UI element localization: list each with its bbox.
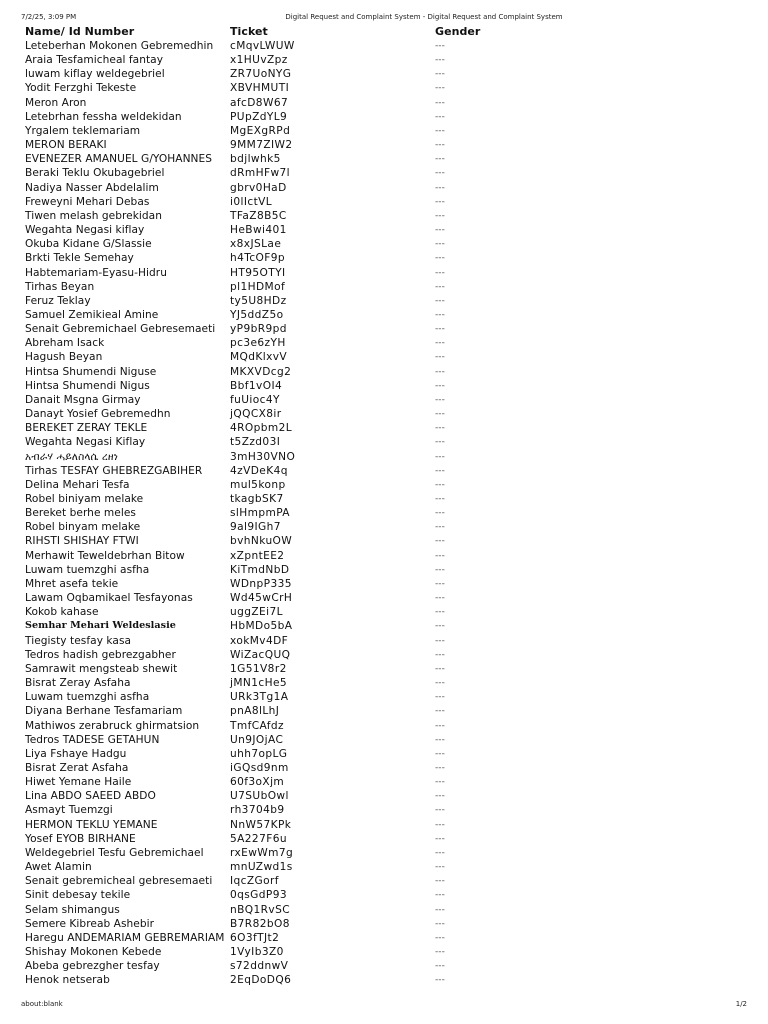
ticket-cell: WiZacQUQ bbox=[230, 648, 291, 661]
table-row bbox=[21, 110, 465, 124]
table-row bbox=[21, 450, 465, 464]
gender-cell: --- bbox=[435, 309, 445, 320]
name-cell: Semere Kibreab Ashebir bbox=[25, 917, 155, 930]
gender-cell: --- bbox=[435, 932, 445, 943]
table-row bbox=[21, 563, 465, 577]
ticket-cell: x8xJSLae bbox=[230, 238, 282, 251]
gender-cell: --- bbox=[435, 97, 445, 108]
gender-cell: --- bbox=[435, 366, 445, 377]
gender-cell: --- bbox=[435, 182, 445, 193]
table-row bbox=[21, 308, 465, 322]
gender-cell: --- bbox=[435, 890, 445, 901]
table-row bbox=[21, 280, 465, 294]
name-cell: Robel binyam melake bbox=[25, 521, 141, 534]
name-cell: Freweyni Mehari Debas bbox=[25, 195, 150, 208]
table-row bbox=[21, 96, 465, 110]
gender-cell: --- bbox=[435, 409, 445, 420]
name-cell: Bisrat Zerat Asfaha bbox=[25, 761, 129, 774]
column-header-ticket: Ticket bbox=[230, 25, 268, 38]
table-row bbox=[21, 704, 465, 718]
name-cell: Weldegebriel Tesfu Gebremichael bbox=[25, 846, 204, 859]
ticket-cell: 1G51V8r2 bbox=[230, 662, 287, 675]
name-cell: Robel biniyam melake bbox=[25, 493, 144, 505]
ticket-cell: MQdKlxvV bbox=[230, 351, 288, 364]
ticket-cell: B7R82bO8 bbox=[230, 917, 290, 930]
ticket-cell: HbMDo5bA bbox=[230, 620, 293, 633]
gender-cell: --- bbox=[435, 833, 445, 844]
ticket-cell: Wd45wCrH bbox=[230, 592, 293, 605]
ticket-cell: bdjlwhk5 bbox=[230, 153, 281, 166]
gender-cell: --- bbox=[435, 465, 445, 476]
gender-cell: --- bbox=[435, 961, 445, 972]
table-row bbox=[21, 619, 465, 633]
table-row bbox=[21, 464, 465, 478]
name-cell: Samuel Zemikieal Amine bbox=[25, 308, 159, 321]
name-cell: Hintsa Shumendi Niguse bbox=[25, 365, 157, 378]
gender-cell: --- bbox=[435, 281, 445, 292]
name-cell: Luwam tuemzghi asfha bbox=[25, 691, 150, 704]
gender-cell: --- bbox=[435, 41, 445, 51]
name-cell: Yrgalem teklemariam bbox=[25, 124, 141, 137]
table-row bbox=[21, 549, 465, 563]
print-footer bbox=[21, 998, 747, 1010]
gender-cell: --- bbox=[435, 593, 445, 604]
table-row bbox=[21, 251, 465, 265]
table-row bbox=[21, 223, 465, 237]
gender-cell: --- bbox=[435, 791, 445, 802]
gender-cell: --- bbox=[435, 819, 445, 830]
table-row bbox=[21, 662, 465, 676]
gender-cell: --- bbox=[435, 663, 445, 674]
table-row bbox=[21, 648, 465, 662]
table-row bbox=[21, 676, 465, 690]
ticket-cell: i0lIctVL bbox=[230, 195, 273, 208]
ticket-cell: xokMv4DF bbox=[230, 634, 289, 647]
name-cell: Nadiya Nasser Abdelalim bbox=[25, 181, 159, 194]
name-cell: Mhret asefa tekie bbox=[25, 577, 119, 590]
name-cell: Wegahta Negasi kiflay bbox=[25, 224, 145, 237]
table-row bbox=[21, 761, 465, 775]
gender-cell: --- bbox=[435, 947, 445, 957]
table-row bbox=[21, 209, 465, 223]
ticket-cell: slHmpmPA bbox=[230, 507, 290, 520]
table-row bbox=[21, 81, 465, 95]
ticket-cell: Un9JOjAC bbox=[230, 733, 284, 746]
gender-cell: --- bbox=[435, 451, 445, 462]
name-cell: Meron Aron bbox=[25, 96, 87, 109]
table-row bbox=[21, 973, 465, 987]
ticket-cell: 4ROpbm2L bbox=[230, 422, 293, 435]
ticket-cell: 3mH30VNO bbox=[230, 450, 296, 463]
gender-cell: --- bbox=[435, 225, 445, 236]
name-cell: Mathiwos zerabruck ghirmatsion bbox=[25, 719, 200, 732]
document-title: Digital Request and Complaint System - Digital Request and Complaint System bbox=[285, 13, 563, 21]
gender-cell: --- bbox=[435, 904, 445, 915]
ticket-cell: h4TcOF9p bbox=[230, 252, 286, 265]
ticket-cell: U7SUbOwl bbox=[230, 790, 289, 803]
gender-cell: --- bbox=[435, 437, 445, 448]
gender-cell: --- bbox=[435, 125, 445, 136]
gender-cell: --- bbox=[435, 734, 445, 745]
gender-cell: --- bbox=[435, 621, 445, 632]
table-row bbox=[21, 181, 465, 195]
table-row bbox=[21, 195, 465, 209]
ticket-cell: URk3Tg1A bbox=[230, 691, 289, 704]
table-row bbox=[21, 478, 465, 492]
name-cell: Semhar Mehari Weldeslasie bbox=[25, 620, 176, 632]
ticket-cell: 60f3oXjm bbox=[230, 776, 285, 789]
gender-cell: --- bbox=[435, 635, 445, 646]
ticket-cell: dRmHFw7l bbox=[230, 167, 291, 180]
gender-cell: --- bbox=[435, 522, 445, 533]
name-cell: Habtemariam-Eyasu-Hidru bbox=[25, 266, 167, 279]
table-row bbox=[21, 945, 465, 959]
name-cell: Okuba Kidane G/Slassie bbox=[25, 238, 152, 251]
name-cell: EVENEZER AMANUEL G/YOHANNES bbox=[25, 153, 213, 166]
ticket-cell: HT95OTYI bbox=[230, 266, 286, 279]
name-cell: Senait Gebremichael Gebresemaeti bbox=[25, 323, 216, 336]
gender-cell: --- bbox=[435, 706, 445, 717]
ticket-cell: 0qsGdP93 bbox=[230, 889, 287, 902]
table-row bbox=[21, 775, 465, 789]
gender-cell: --- bbox=[435, 862, 445, 873]
gender-cell: --- bbox=[435, 777, 445, 788]
ticket-cell: t5Zzd03I bbox=[230, 436, 281, 449]
records-table bbox=[21, 24, 481, 987]
ticket-cell: rh3704b9 bbox=[230, 804, 285, 817]
gender-cell: --- bbox=[435, 692, 445, 703]
table-row bbox=[21, 393, 465, 407]
gender-cell: --- bbox=[435, 578, 445, 589]
gender-cell: --- bbox=[435, 380, 445, 391]
name-cell: RIHSTI SHISHAY FTWI bbox=[25, 535, 139, 548]
name-cell: Wegahta Negasi Kiflay bbox=[25, 436, 146, 449]
gender-cell: --- bbox=[435, 847, 445, 858]
page-number: 1/2 bbox=[735, 1000, 747, 1008]
gender-cell: --- bbox=[435, 607, 445, 618]
table-row bbox=[21, 591, 465, 605]
gender-cell: --- bbox=[435, 748, 445, 759]
table-row bbox=[21, 832, 465, 846]
gender-cell: --- bbox=[435, 69, 445, 80]
page-url: about:blank bbox=[21, 1000, 63, 1008]
table-row bbox=[21, 534, 465, 548]
ticket-cell: IqcZGorf bbox=[230, 875, 279, 888]
ticket-cell: PUpZdYL9 bbox=[230, 110, 288, 123]
column-header-name: Name/ Id Number bbox=[25, 25, 135, 38]
name-cell: Kokob kahase bbox=[25, 606, 99, 619]
ticket-cell: nBQ1RvSC bbox=[230, 903, 291, 916]
table-row bbox=[21, 53, 465, 67]
ticket-cell: 1VyIb3Z0 bbox=[230, 946, 284, 958]
gender-cell: --- bbox=[435, 762, 445, 773]
gender-cell: --- bbox=[435, 295, 445, 306]
name-cell: Leteberhan Mokonen Gebremedhin bbox=[25, 40, 214, 52]
name-cell: Abreham Isack bbox=[25, 337, 105, 350]
name-cell: Diyana Berhane Tesfamariam bbox=[25, 705, 183, 718]
table-row bbox=[21, 350, 465, 364]
table-row bbox=[21, 379, 465, 393]
table-row bbox=[21, 492, 465, 506]
ticket-cell: xZpntEE2 bbox=[230, 549, 285, 562]
print-datetime: 7/2/25, 3:09 PM bbox=[21, 13, 77, 21]
table-row bbox=[21, 435, 465, 449]
name-cell: Tirhas TESFAY GHEBREZGABIHER bbox=[25, 464, 203, 477]
name-cell: BEREKET ZERAY TEKLE bbox=[25, 422, 148, 435]
name-cell: Luwam tuemzghi asfha bbox=[25, 563, 150, 576]
name-cell: HERMON TEKLU YEMANE bbox=[25, 818, 158, 831]
gender-cell: --- bbox=[435, 550, 445, 561]
name-cell: Sinit debesay tekile bbox=[25, 889, 131, 902]
ticket-cell: 9al9IGh7 bbox=[230, 521, 281, 534]
table-header-row bbox=[21, 24, 465, 39]
ticket-cell: Bbf1vOI4 bbox=[230, 379, 283, 392]
table-row bbox=[21, 818, 465, 832]
ticket-cell: rxEwWm7g bbox=[230, 846, 294, 859]
name-cell: Awet Alamin bbox=[25, 861, 92, 874]
ticket-cell: tkagbSK7 bbox=[230, 493, 284, 505]
table-row bbox=[21, 322, 465, 336]
name-cell: Feruz Teklay bbox=[25, 294, 91, 307]
ticket-cell: uggZEi7L bbox=[230, 606, 283, 619]
table-row bbox=[21, 365, 465, 379]
ticket-cell: pnA8lLhJ bbox=[230, 705, 280, 718]
gender-cell: --- bbox=[435, 83, 445, 94]
name-cell: Bisrat Zeray Asfaha bbox=[25, 677, 131, 690]
gender-cell: --- bbox=[435, 479, 445, 490]
ticket-cell: 5A227F6u bbox=[230, 832, 287, 845]
name-cell: Haregu ANDEMARIAM GEBREMARIAM bbox=[25, 931, 225, 944]
ticket-cell: MgEXgRPd bbox=[230, 124, 291, 137]
ticket-cell: mnUZwd1s bbox=[230, 861, 293, 874]
table-row bbox=[21, 874, 465, 888]
ticket-cell: WDnpP335 bbox=[230, 577, 292, 590]
name-cell: Tedros hadish gebrezgabher bbox=[25, 648, 176, 661]
name-cell: Danait Msgna Girmay bbox=[25, 393, 141, 406]
gender-cell: --- bbox=[435, 324, 445, 335]
ticket-cell: XBVHMUTI bbox=[230, 82, 290, 95]
table-row bbox=[21, 888, 465, 902]
name-cell: Senait gebremicheal gebresemaeti bbox=[25, 875, 213, 888]
ticket-cell: 9MM7ZIW2 bbox=[230, 139, 293, 152]
ticket-cell: yP9bR9pd bbox=[230, 323, 287, 336]
gender-cell: --- bbox=[435, 168, 445, 179]
gender-cell: --- bbox=[435, 253, 445, 264]
ticket-cell: TFaZ8B5C bbox=[230, 209, 287, 222]
name-cell: Tedros TADESE GETAHUN bbox=[25, 733, 160, 746]
ticket-cell: HeBwi401 bbox=[230, 224, 287, 237]
name-cell: luwam kiflay weldegebriel bbox=[25, 68, 165, 81]
gender-cell: --- bbox=[435, 508, 445, 519]
name-cell: Danayt Yosief Gebremedhn bbox=[25, 408, 171, 421]
name-cell: Hiwet Yemane Haile bbox=[25, 776, 132, 789]
ticket-cell: fuUioc4Y bbox=[230, 393, 280, 406]
ticket-cell: TmfCAfdz bbox=[230, 719, 285, 732]
ticket-cell: 6O3fTJt2 bbox=[230, 931, 280, 944]
ticket-cell: pc3e6zYH bbox=[230, 337, 286, 350]
name-cell: Lawam Oqbamikael Tesfayonas bbox=[25, 592, 193, 605]
name-cell: Bereket berhe meles bbox=[25, 507, 136, 520]
table-row bbox=[21, 846, 465, 860]
table-row bbox=[21, 237, 465, 251]
gender-cell: --- bbox=[435, 494, 445, 504]
table-row bbox=[21, 124, 465, 138]
name-cell: Shishay Mokonen Kebede bbox=[25, 946, 162, 958]
name-cell: Hintsa Shumendi Nigus bbox=[25, 379, 150, 392]
table-row bbox=[21, 336, 465, 350]
table-row bbox=[21, 39, 465, 53]
gender-cell: --- bbox=[435, 918, 445, 929]
table-row bbox=[21, 747, 465, 761]
gender-cell: --- bbox=[435, 111, 445, 122]
table-row bbox=[21, 959, 465, 973]
ticket-cell: iGQsd9nm bbox=[230, 761, 289, 774]
column-header-gender: Gender bbox=[435, 25, 481, 38]
name-cell: Selam shimangus bbox=[25, 903, 120, 916]
ticket-cell: jQQCX8ir bbox=[230, 408, 282, 421]
ticket-cell: x1HUvZpz bbox=[230, 54, 288, 67]
name-cell: Merhawit Teweldebrhan Bitow bbox=[25, 549, 185, 562]
table-row bbox=[21, 67, 465, 81]
table-row bbox=[21, 266, 465, 280]
ticket-cell: ZR7UoNYG bbox=[230, 68, 292, 81]
name-cell: Brkti Tekle Semehay bbox=[25, 252, 134, 265]
gender-cell: --- bbox=[435, 720, 445, 731]
gender-cell: --- bbox=[435, 805, 445, 816]
gender-cell: --- bbox=[435, 876, 445, 887]
name-cell: Asmayt Tuemzgi bbox=[25, 804, 113, 817]
gender-cell: --- bbox=[435, 564, 445, 575]
table-row bbox=[21, 860, 465, 874]
name-cell: Tiegisty tesfay kasa bbox=[25, 634, 132, 647]
gender-cell: --- bbox=[435, 536, 445, 547]
gender-cell: --- bbox=[435, 239, 445, 250]
gender-cell: --- bbox=[435, 338, 445, 349]
table-row bbox=[21, 917, 465, 931]
table-row bbox=[21, 577, 465, 591]
ticket-cell: pl1HDMof bbox=[230, 280, 286, 293]
ticket-cell: s72ddnwV bbox=[230, 960, 289, 973]
table-row bbox=[21, 789, 465, 803]
ticket-cell: mul5konp bbox=[230, 478, 286, 491]
gender-cell: --- bbox=[435, 678, 445, 689]
gender-cell: --- bbox=[435, 55, 445, 66]
gender-cell: --- bbox=[435, 352, 445, 363]
name-cell: Hagush Beyan bbox=[25, 351, 103, 364]
gender-cell: --- bbox=[435, 210, 445, 221]
name-cell: Liya Fshaye Hadgu bbox=[25, 747, 127, 760]
name-cell: Abeba gebrezgher tesfay bbox=[25, 960, 160, 973]
table-row bbox=[21, 138, 465, 152]
gender-cell: --- bbox=[435, 394, 445, 405]
ticket-cell: 4zVDeK4q bbox=[230, 464, 288, 477]
name-cell: Samrawit mengsteab shewit bbox=[25, 662, 178, 675]
name-cell: Tirhas Beyan bbox=[25, 280, 95, 293]
gender-cell: --- bbox=[435, 154, 445, 165]
ticket-cell: uhh7opLG bbox=[230, 747, 288, 760]
gender-cell: --- bbox=[435, 267, 445, 278]
table-row bbox=[21, 605, 465, 619]
table-row bbox=[21, 634, 465, 648]
table-row bbox=[21, 152, 465, 166]
gender-cell: --- bbox=[435, 975, 445, 986]
ticket-cell: afcD8W67 bbox=[230, 96, 289, 109]
name-cell: አብራሃ ሓይለስላሴ ረዘነ bbox=[25, 450, 118, 463]
name-cell: Yosef EYOB BIRHANE bbox=[25, 832, 136, 845]
gender-cell: --- bbox=[435, 140, 445, 151]
table-row bbox=[21, 903, 465, 917]
table-row bbox=[21, 294, 465, 308]
table-row bbox=[21, 803, 465, 817]
gender-cell: --- bbox=[435, 423, 445, 434]
name-cell: Letebrhan fessha weldekidan bbox=[25, 110, 182, 123]
name-cell: Henok netserab bbox=[25, 974, 110, 987]
name-cell: Lina ABDO SAEED ABDO bbox=[25, 790, 156, 803]
print-header bbox=[21, 11, 747, 23]
table-body bbox=[21, 39, 465, 987]
ticket-cell: ty5U8HDz bbox=[230, 294, 287, 307]
ticket-cell: NnW57KPk bbox=[230, 818, 292, 831]
gender-cell: --- bbox=[435, 649, 445, 660]
table-row bbox=[21, 407, 465, 421]
table-row bbox=[21, 520, 465, 534]
name-cell: Beraki Teklu Okubagebriel bbox=[25, 167, 165, 180]
name-cell: MERON BERAKI bbox=[25, 139, 107, 152]
table-row bbox=[21, 421, 465, 435]
table-row bbox=[21, 931, 465, 945]
table-row bbox=[21, 166, 465, 180]
name-cell: Araia Tesfamicheal fantay bbox=[25, 54, 164, 67]
table-row bbox=[21, 719, 465, 733]
name-cell: Yodit Ferzghi Tekeste bbox=[25, 82, 137, 95]
ticket-cell: gbrv0HaD bbox=[230, 181, 287, 194]
ticket-cell: cMqvLWUW bbox=[230, 40, 295, 52]
name-cell: Tiwen melash gebrekidan bbox=[25, 209, 162, 222]
table-row bbox=[21, 506, 465, 520]
ticket-cell: KiTmdNbD bbox=[230, 563, 290, 576]
table-row bbox=[21, 690, 465, 704]
gender-cell: --- bbox=[435, 196, 445, 207]
ticket-cell: 2EqDoDQ6 bbox=[230, 974, 292, 987]
ticket-cell: YJ5ddZ5o bbox=[230, 308, 284, 321]
ticket-cell: MKXVDcg2 bbox=[230, 365, 292, 378]
ticket-cell: bvhNkuOW bbox=[230, 535, 293, 548]
table-row bbox=[21, 733, 465, 747]
ticket-cell: jMN1cHe5 bbox=[230, 677, 287, 690]
name-cell: Delina Mehari Tesfa bbox=[25, 478, 130, 491]
